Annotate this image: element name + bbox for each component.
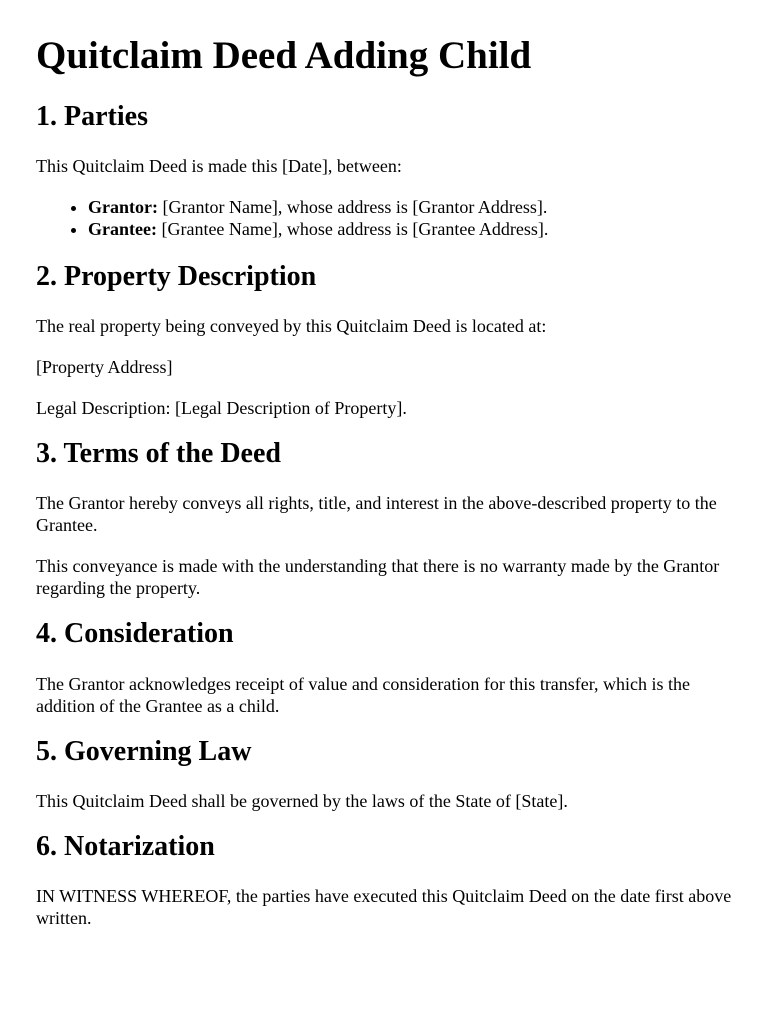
section-heading: 4. Consideration [36, 618, 234, 650]
section-notarization [36, 831, 734, 929]
section-consideration [36, 618, 734, 716]
section-paragraph: The Grantor acknowledges receipt of value and consideration for this transfer, which is the addition of the Grantee as a child. [36, 673, 691, 716]
section-heading: 6. Notarization [36, 830, 215, 862]
section-paragraph: Legal Description: [Legal Description of Property]. [36, 398, 407, 419]
section-heading: 3. Terms of the Deed [36, 438, 281, 470]
parties-list [36, 196, 734, 240]
section-heading: 5. Governing Law [36, 735, 252, 767]
grantor-text: [Grantor Name], whose address is [Grantor Address]. [157, 197, 548, 218]
grantor-label: Grantor: [88, 197, 158, 218]
section-parties [36, 101, 734, 240]
section-heading: 1. Parties [36, 100, 148, 132]
section-property [36, 261, 734, 419]
section-paragraph: This Quitclaim Deed is made this [Date], between: [36, 156, 402, 177]
section-paragraph: The real property being conveyed by this Quitclaim Deed is located at: [36, 316, 547, 337]
list-item [88, 196, 734, 218]
grantee-text: [Grantee Name], whose address is [Grantee Address]. [156, 219, 549, 240]
section-paragraph: [Property Address] [36, 357, 173, 378]
section-paragraph: The Grantor hereby conveys all rights, title, and interest in the above-described property to the Grantee. [36, 493, 717, 536]
section-governing-law [36, 736, 734, 812]
section-paragraph: This Quitclaim Deed shall be governed by the laws of the State of [State]. [36, 790, 568, 811]
section-paragraph: This conveyance is made with the understanding that there is no warranty made by the Grantor regarding the property. [36, 556, 720, 599]
section-heading: 2. Property Description [36, 261, 317, 293]
list-item [88, 218, 734, 240]
document-title: Quitclaim Deed Adding Child [36, 34, 532, 77]
section-paragraph: IN WITNESS WHEREOF, the parties have executed this Quitclaim Deed on the date first above written. [36, 885, 732, 928]
grantee-label: Grantee: [88, 219, 157, 240]
section-terms [36, 438, 734, 599]
